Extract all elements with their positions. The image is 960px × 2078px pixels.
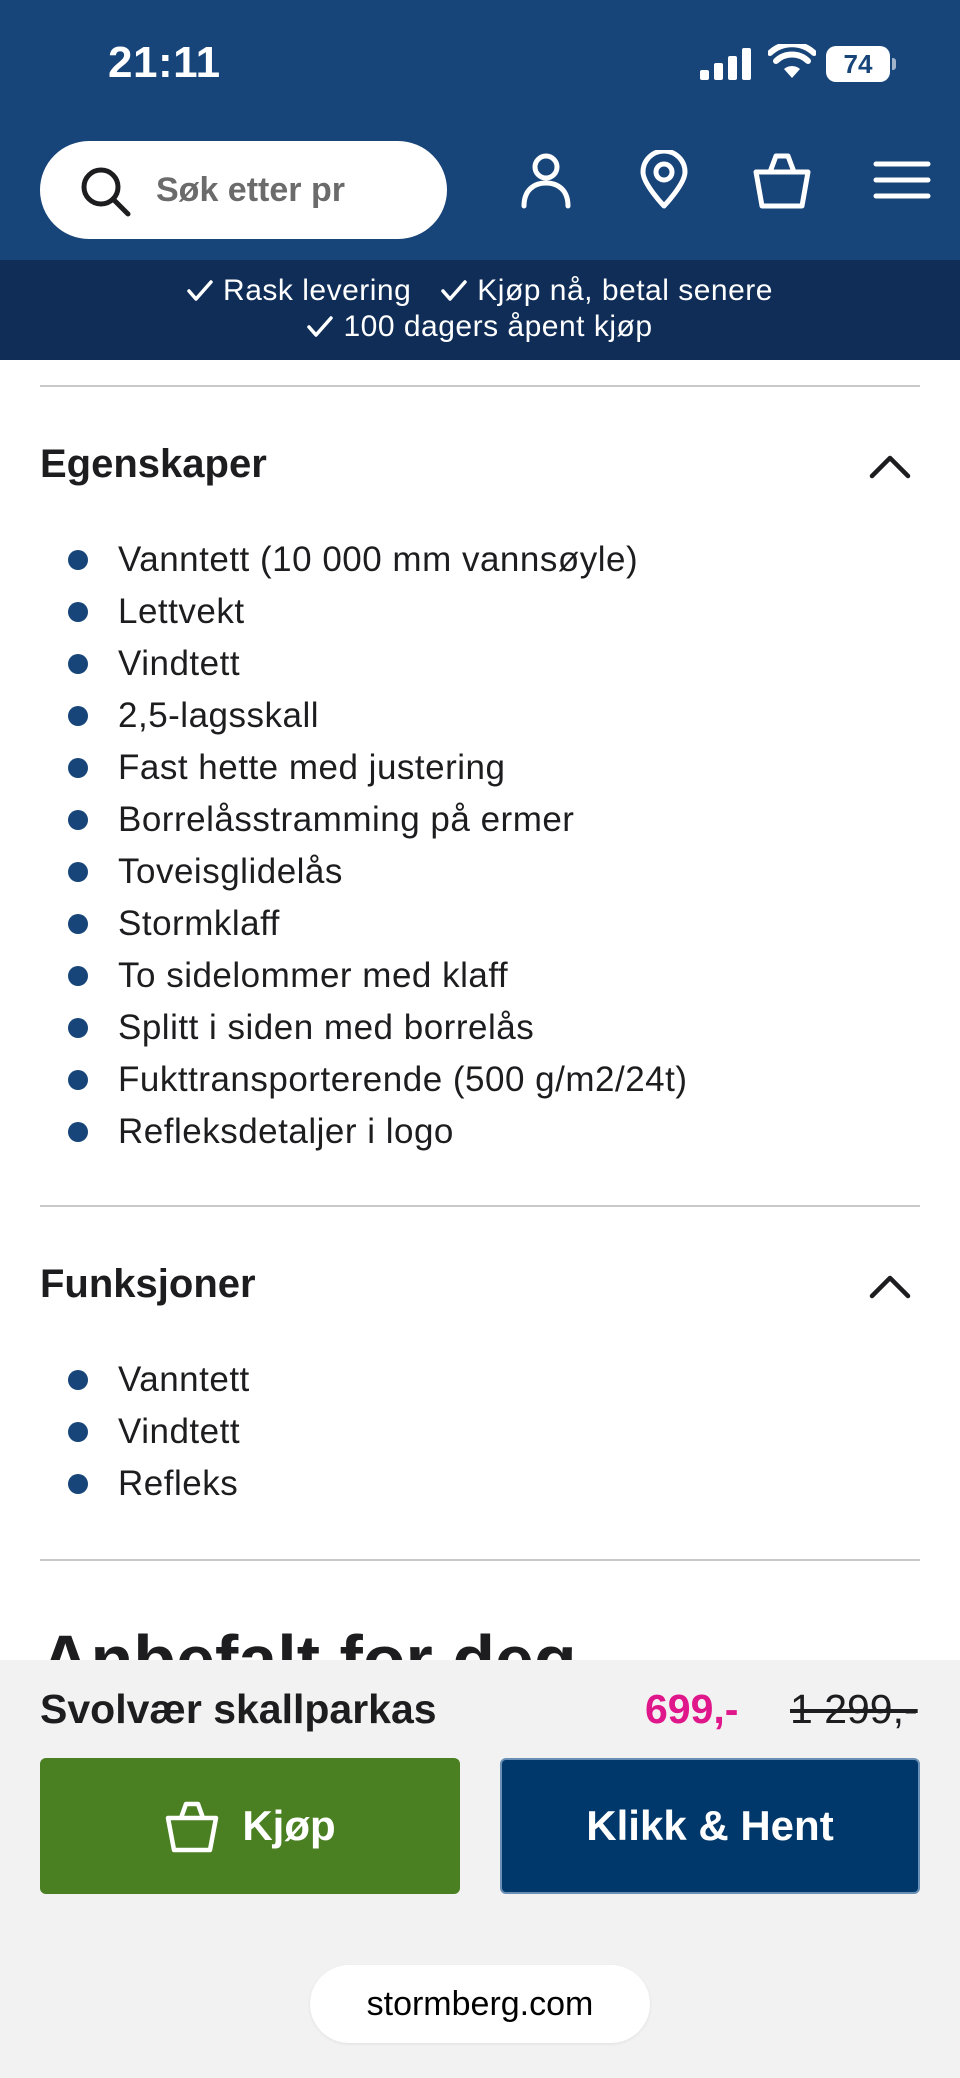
menu-icon[interactable] — [872, 150, 932, 210]
usp-label: 100 dagers åpent kjøp — [343, 310, 653, 343]
site-header — [0, 0, 960, 260]
usp-item — [187, 274, 411, 308]
check-icon — [307, 315, 333, 339]
funksjoner-list — [0, 1354, 250, 1510]
usp-item — [307, 310, 652, 344]
list-item: Vanntett — [0, 1354, 250, 1406]
browser-url-bar[interactable]: stormberg.com — [310, 1965, 650, 2043]
egenskaper-heading[interactable]: Egenskaper — [40, 442, 267, 486]
status-time: 21:11 — [108, 38, 221, 87]
list-item: Lettvekt — [0, 586, 688, 638]
list-item: Fast hette med justering — [0, 742, 688, 794]
bullet-icon — [68, 758, 88, 778]
bullet-icon — [68, 1474, 88, 1494]
cart-icon[interactable] — [752, 150, 812, 210]
shopping-bag-icon — [164, 1798, 220, 1854]
sticky-purchase-bar — [0, 1660, 960, 2078]
bullet-icon — [68, 1018, 88, 1038]
buy-button-label: Kjøp — [242, 1802, 336, 1849]
account-icon[interactable] — [516, 150, 576, 210]
list-item: Borrelåsstramming på ermer — [0, 794, 688, 846]
usp-item — [441, 274, 773, 308]
list-item: Splitt i siden med borrelås — [0, 1002, 688, 1054]
chevron-up-icon[interactable] — [868, 452, 912, 480]
list-item: Refleks — [0, 1458, 250, 1510]
buy-button[interactable] — [40, 1758, 460, 1894]
section-divider — [40, 1559, 920, 1561]
section-divider — [40, 385, 920, 387]
sale-price: 699,- — [645, 1686, 739, 1732]
bullet-icon — [68, 1122, 88, 1142]
bullet-icon — [68, 810, 88, 830]
usp-banner — [0, 260, 960, 360]
bullet-icon — [68, 1422, 88, 1442]
bullet-icon — [68, 862, 88, 882]
list-item: Vindtett — [0, 638, 688, 690]
click-and-collect-label: Klikk & Hent — [586, 1802, 834, 1849]
chevron-up-icon[interactable] — [868, 1272, 912, 1300]
list-item: Vindtett — [0, 1406, 250, 1458]
bullet-icon — [68, 1070, 88, 1090]
section-divider — [40, 1205, 920, 1207]
search-bar[interactable] — [40, 141, 447, 239]
click-and-collect-button[interactable] — [500, 1758, 920, 1894]
list-item: Refleksdetaljer i logo — [0, 1106, 688, 1158]
cellular-signal-icon — [700, 48, 752, 80]
check-icon — [441, 279, 467, 303]
bullet-icon — [68, 550, 88, 570]
search-icon[interactable] — [80, 166, 132, 218]
search-input[interactable] — [156, 159, 396, 221]
usp-label: Kjøp nå, betal senere — [477, 274, 773, 307]
battery-level: 74 — [826, 46, 890, 82]
list-item: Vanntett (10 000 mm vannsøyle) — [0, 534, 688, 586]
list-item: Toveisglidelås — [0, 846, 688, 898]
product-name: Svolvær skallparkas — [40, 1686, 437, 1732]
location-icon[interactable] — [634, 150, 694, 210]
list-item: 2,5-lagsskall — [0, 690, 688, 742]
egenskaper-list — [0, 534, 688, 1158]
bullet-icon — [68, 602, 88, 622]
original-price: 1 299,- — [790, 1686, 918, 1732]
bullet-icon — [68, 1370, 88, 1390]
bullet-icon — [68, 706, 88, 726]
list-item: Stormklaff — [0, 898, 688, 950]
battery-icon — [826, 46, 896, 82]
list-item: Fukttransporterende (500 g/m2/24t) — [0, 1054, 688, 1106]
bullet-icon — [68, 914, 88, 934]
status-bar — [0, 0, 960, 130]
wifi-icon — [768, 44, 816, 80]
bullet-icon — [68, 966, 88, 986]
usp-label: Rask levering — [223, 274, 412, 307]
check-icon — [187, 279, 213, 303]
bullet-icon — [68, 654, 88, 674]
funksjoner-heading[interactable]: Funksjoner — [40, 1262, 256, 1306]
list-item: To sidelommer med klaff — [0, 950, 688, 1002]
